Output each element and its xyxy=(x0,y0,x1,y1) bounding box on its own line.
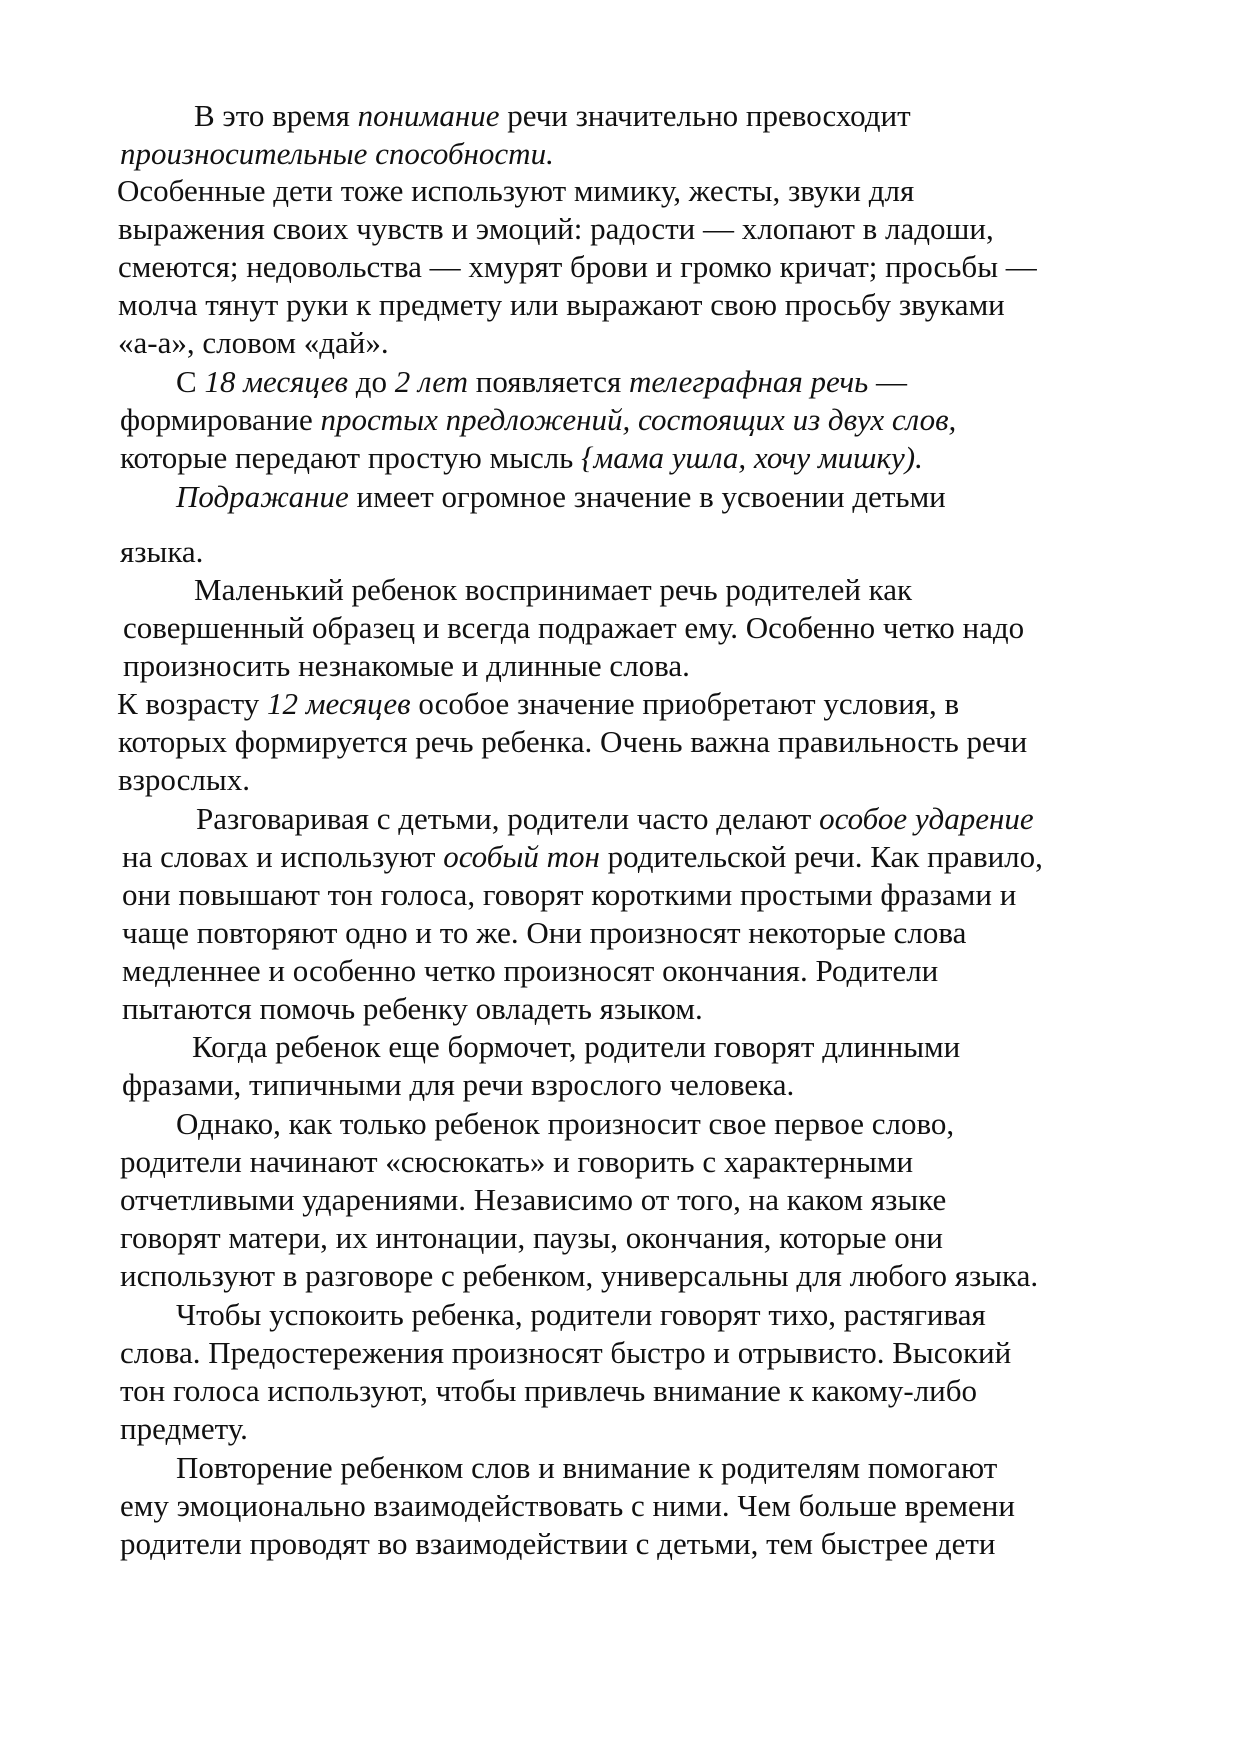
text: Разговаривая с детьми, родители часто делают xyxy=(196,801,820,836)
text: слова. Предостережения произносят быстро и отрывисто. Высокий xyxy=(120,1335,1012,1370)
text: С xyxy=(176,364,205,399)
paragraph-7-line-1 xyxy=(196,800,1034,839)
text: К возрасту xyxy=(117,686,268,721)
paragraph-7-line-2 xyxy=(122,838,1043,877)
text: ему эмоционально взаимодействовать с ними. Чем больше времени xyxy=(120,1488,1015,1523)
italic-text: 18 месяцев xyxy=(204,364,348,399)
italic-text: понимание xyxy=(357,98,500,133)
text: до xyxy=(347,364,395,399)
paragraph-4-line-1 xyxy=(176,478,946,517)
text: Когда ребенок еще бормочет, родители говорят длинными xyxy=(192,1029,961,1064)
paragraph-10-line-2 xyxy=(120,1334,1011,1373)
text: Однако, как только ребенок произносит свое первое слово, xyxy=(176,1106,955,1141)
text: тон голоса используют, чтобы привлечь внимание к какому-либо xyxy=(120,1373,978,1408)
text: предмету. xyxy=(120,1411,248,1446)
paragraph-8-line-1 xyxy=(192,1028,960,1067)
paragraph-11-line-1 xyxy=(176,1449,997,1488)
text: используют в разговоре с ребенком, универсальны для любого языка. xyxy=(120,1258,1039,1293)
text: молча тянут руки к предмету или выражают свою просьбу звуками xyxy=(118,287,1005,322)
italic-text: телеграфная речь xyxy=(628,364,869,399)
paragraph-6-line-2 xyxy=(118,723,1027,762)
paragraph-6-line-1 xyxy=(117,685,959,724)
italic-text: произносительные способности. xyxy=(120,136,554,171)
text: появляется xyxy=(468,364,629,399)
paragraph-10-line-4 xyxy=(120,1410,248,1449)
paragraph-9-line-3 xyxy=(120,1181,946,1220)
italic-text: Подражание xyxy=(176,479,349,514)
paragraph-2-line-1 xyxy=(117,172,914,211)
text: родители начинают «сюсюкать» и говорить с характерными xyxy=(120,1144,914,1179)
text: чаще повторяют одно и то же. Они произносят некоторые слова xyxy=(122,915,967,950)
text: медленнее и особенно четко произносят окончания. Родители xyxy=(122,953,939,988)
text: взрослых. xyxy=(118,762,250,797)
paragraph-2-line-2 xyxy=(118,210,994,249)
paragraph-7-line-6 xyxy=(122,990,703,1029)
paragraph-11-line-2 xyxy=(120,1487,1015,1526)
text: отчетливыми ударениями. Независимо от того, на каком языке xyxy=(120,1182,947,1217)
paragraph-10-line-1 xyxy=(176,1296,986,1335)
text: произносить незнакомые и длинные слова. xyxy=(123,648,690,683)
text: родительской речи. Как правило, xyxy=(599,839,1043,874)
text: В это время xyxy=(194,98,358,133)
text: речи значительно превосходит xyxy=(499,98,911,133)
text: они повышают тон голоса, говорят короткими простыми фразами и xyxy=(122,877,1017,912)
paragraph-2-line-4 xyxy=(118,286,1005,325)
italic-text: 2 лет xyxy=(394,364,469,399)
text: которые передают простую мысль xyxy=(120,440,582,475)
paragraph-2-line-3 xyxy=(118,248,1037,287)
paragraph-3-line-1 xyxy=(176,363,907,402)
paragraph-8-line-2 xyxy=(122,1066,794,1105)
text: формирование xyxy=(120,402,321,437)
paragraph-9-line-4 xyxy=(120,1219,943,1258)
italic-text: особый тон xyxy=(443,839,600,874)
paragraph-9-line-1 xyxy=(176,1105,954,1144)
paragraph-9-line-2 xyxy=(120,1143,913,1182)
text: — xyxy=(868,364,908,399)
text: языка. xyxy=(120,534,204,569)
text: фразами, типичными для речи взрослого человека. xyxy=(122,1067,795,1102)
paragraph-5-line-2 xyxy=(123,609,1024,648)
text: смеются; недовольства — хмурят брови и громко кричат; просьбы — xyxy=(118,249,1037,284)
paragraph-7-line-4 xyxy=(122,914,966,953)
text: совершенный образец и всегда подражает ему. Особенно четко надо xyxy=(123,610,1025,645)
paragraph-1-line-2 xyxy=(120,135,554,174)
text: выражения своих чувств и эмоций: радости — хлопают в ладоши, xyxy=(118,211,994,246)
text: Особенные дети тоже используют мимику, жесты, звуки для xyxy=(117,173,915,208)
italic-text: 12 месяцев xyxy=(267,686,411,721)
text: имеет огромное значение в усвоении детьми xyxy=(348,479,946,514)
text: пытаются помочь ребенку овладеть языком. xyxy=(122,991,703,1026)
paragraph-4-line-2 xyxy=(120,533,203,572)
text: говорят матери, их интонации, паузы, окончания, которые они xyxy=(120,1220,943,1255)
paragraph-2-line-5 xyxy=(118,324,389,363)
paragraph-1-line-1 xyxy=(194,97,911,136)
paragraph-11-line-3 xyxy=(120,1525,996,1564)
text: «а-а», словом «дай». xyxy=(118,325,389,360)
paragraph-5-line-1 xyxy=(194,571,912,610)
paragraph-5-line-3 xyxy=(123,647,690,686)
paragraph-3-line-3 xyxy=(120,439,923,478)
paragraph-10-line-3 xyxy=(120,1372,977,1411)
text: особое значение приобретают условия, в xyxy=(410,686,960,721)
italic-text: особое ударение xyxy=(819,801,1034,836)
italic-text: {мама ушла, хочу мишку). xyxy=(581,440,923,475)
paragraph-7-line-3 xyxy=(122,876,1016,915)
text: которых формируется речь ребенка. Очень важна правильность речи xyxy=(118,724,1028,759)
text: родители проводят во взаимодействии с детьми, тем быстрее дети xyxy=(120,1526,996,1561)
text: Маленький ребенок воспринимает речь родителей как xyxy=(194,572,913,607)
italic-text: простых предложений, состоящих из двух слов, xyxy=(320,402,957,437)
paragraph-7-line-5 xyxy=(122,952,938,991)
text: Чтобы успокоить ребенка, родители говорят тихо, растягивая xyxy=(176,1297,986,1332)
paragraph-9-line-5 xyxy=(120,1257,1038,1296)
text: Повторение ребенком слов и внимание к родителям помогают xyxy=(176,1450,998,1485)
paragraph-3-line-2 xyxy=(120,401,956,440)
paragraph-6-line-3 xyxy=(118,761,250,800)
text: на словах и используют xyxy=(122,839,444,874)
